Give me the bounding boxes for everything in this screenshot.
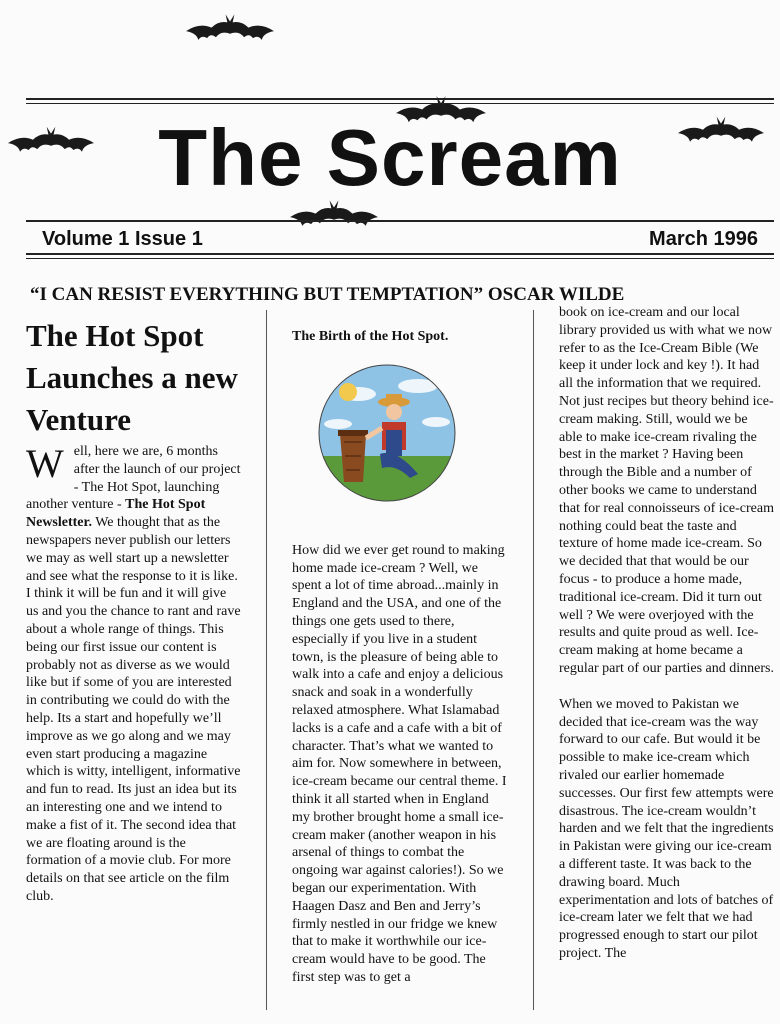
article-body: How did we ever get round to making home made ice-cream ? Well, we spent a lot of time abroad...mainly in England and the USA, and one of the things one gets used to there, especially if you live in a student town, is the pleasure of being able to walk into a cafe and enjoy a delicious snack and soak in a wonderfully relaxed atmosphere. What Islamabad lacks is a cafe and a cafe with a bit of character. That’s what we wanted to aim for. Now somewhere in between, ice-cream became our central theme. I think it all started when in England my brother brought home a small ice-cream maker (another weapon in his arsenal of things to combat the ongoing war against calories!). So we began our experimentation. With Haagen Dasz and Ben and Jerry’s firmly nestled in our fridge we knew that to make it worthwhile our ice-cream would have to be good. The first step was to get a [292,542,507,985]
article-subhead: The Birth of the Hot Spot. [292,329,449,344]
article-body: Well, here we are, 6 months after the launch of our project - The Hot Spot, launching another venture - The Hot Spot Newsletter. We thought that as the newspapers never publish our letters we may as well start up a newsletter and see what the response to it is like. I think it will be fun and it will give us and you the chance to rant and rave about a whole range of things. This being our first issue our content is probably not as diverse as we would like but if some of you are interested in contributing we could do with the help. Its a start and hopefully we’ll improve as we go along and we may even start producing a magazine which is witty, intelligent, informative and fun to read. Its just an idea but its an interesting one and we intend to make a fist of it. The second idea that we are floating around is the formation of a movie club. For more details on that see article on the film club. [26,441,241,904]
masthead-rule-top-thin [26,103,774,104]
drop-cap: W [26,441,64,486]
volume-issue: Volume 1 Issue 1 [42,228,203,250]
masthead-rule-bottom [26,253,774,255]
masthead-rule-bottom-thin [26,258,774,259]
article-paragraph: When we moved to Pakistan we decided that ice-cream was the way forward to our cafe. But would it be possible to make ice-cream which rivaled our earlier homemade successes. Our first few attempts were disastrous. The ice-cream wouldn’t harden and we felt that the ingredients in Pakistan were giving our ice-cream a different taste. It was back to the drawing board. Much experimentation and lots of batches of ice-cream later we felt that we had progressed enough to start our pilot project. The [559,696,774,961]
article-hot-spot-launch [26,315,242,906]
bat-icon [186,12,274,52]
column-divider [266,310,267,1010]
ice-cream-maker-illustration [318,364,456,502]
bat-icon [290,198,378,238]
masthead-rule-mid [26,220,774,222]
masthead-title: The Scream [158,113,622,202]
masthead-rule-top [26,98,774,100]
article-headline: The Hot Spot Launches a new Venture [26,318,238,437]
article-paragraph: book on ice-cream and our local library provided us with what we now refer to as the Ice-Cream Bible (We keep it under lock and key !). It had all the information that we required. Not just recipes but theory behind ice-cream making. Still, would we be able to make ice-cream rivaling the best in the market ? Having been through the Bible and a number of other books we came to understand that for real connoisseurs of ice-cream nothing could beat the taste and texture of home made ice-cream. So we decided that that would be our focus - to produce a home made, traditional ice-cream. Did it turn out well ? We were overjoyed with the results and quite proud as well. Ice-cream making at home became a regular part of our parties and dinners. [559,305,774,676]
column-divider [533,310,534,1010]
newsletter-name: The Hot Spot Newsletter. [26,497,206,531]
issue-date: March 1996 [649,228,758,250]
quote-banner: “I CAN RESIST EVERYTHING BUT TEMPTATION” OSCAR WILDE [30,284,625,305]
article-continued [559,304,774,963]
article-birth-of-hot-spot [292,328,510,987]
